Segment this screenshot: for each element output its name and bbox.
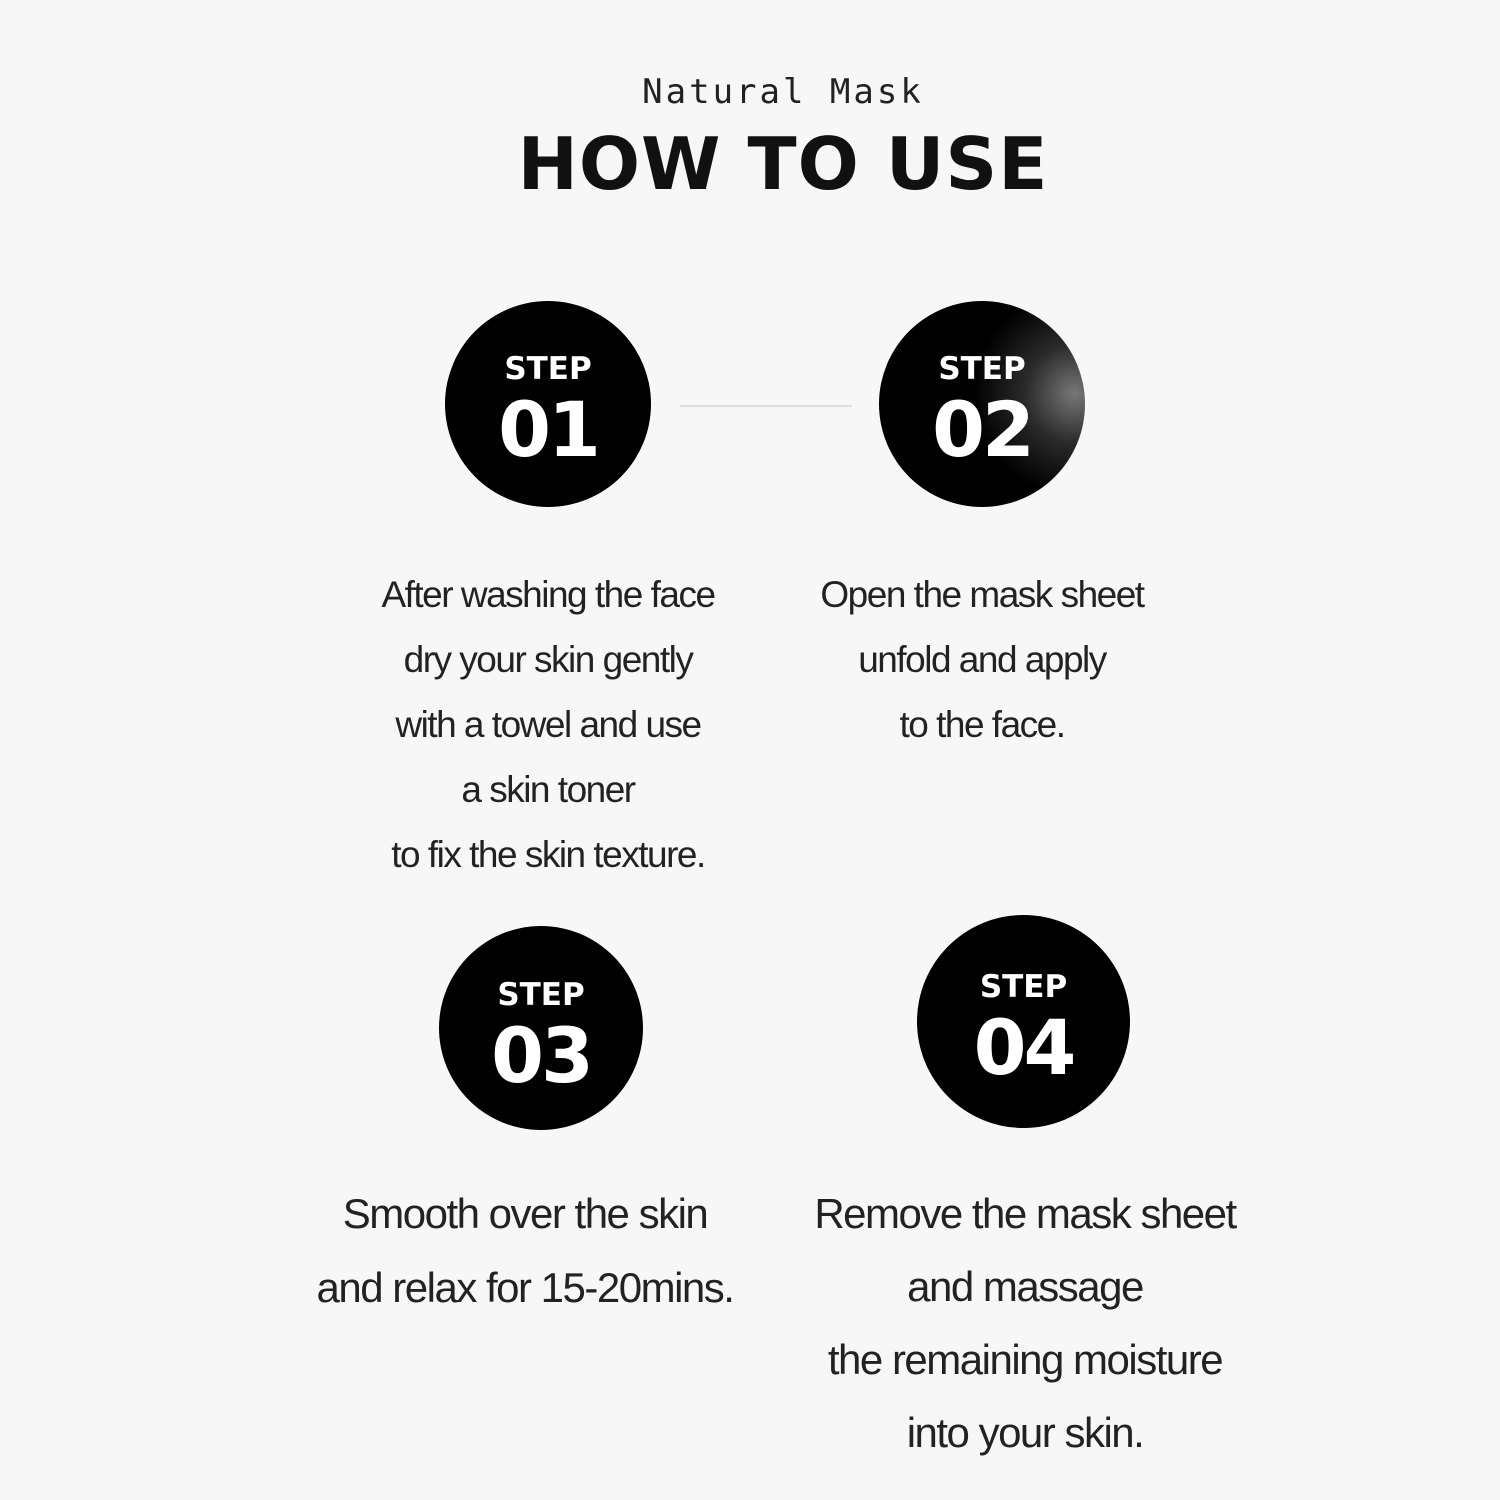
step-01-badge bbox=[445, 301, 651, 507]
step-02-line: Open the mask sheet bbox=[820, 574, 1144, 615]
step-04-description bbox=[770, 1177, 1280, 1469]
step-03-line: Smooth over the skin bbox=[342, 1190, 708, 1237]
step-04-number: 04 bbox=[973, 1003, 1074, 1092]
step-04-line: and massage bbox=[907, 1263, 1143, 1310]
step-03-number: 03 bbox=[491, 1011, 591, 1100]
step-connector-line bbox=[680, 405, 852, 407]
step-01-line: After washing the face bbox=[381, 574, 715, 615]
step-01-description bbox=[300, 562, 796, 887]
page-title: HOW TO USE bbox=[517, 122, 1049, 206]
step-03-label: STEP bbox=[497, 977, 585, 1013]
step-01-line: with a towel and use bbox=[395, 704, 701, 745]
step-01-line: to fix the skin texture. bbox=[391, 834, 705, 875]
step-02-number: 02 bbox=[932, 385, 1032, 474]
step-01-number: 01 bbox=[498, 385, 598, 474]
step-01-label: STEP bbox=[504, 351, 592, 387]
step-03-description bbox=[270, 1177, 780, 1325]
step-02-line: unfold and apply bbox=[858, 639, 1106, 680]
step-04-line: the remaining moisture bbox=[827, 1336, 1223, 1383]
step-02-description bbox=[734, 562, 1230, 757]
step-04-badge bbox=[917, 915, 1130, 1128]
step-02-line: to the face. bbox=[899, 704, 1065, 745]
step-02-badge bbox=[879, 301, 1085, 507]
step-03-line: and relax for 15-20mins. bbox=[316, 1264, 734, 1311]
step-03-badge bbox=[439, 926, 643, 1130]
step-04-line: into your skin. bbox=[906, 1409, 1144, 1456]
step-01-line: dry your skin gently bbox=[403, 639, 693, 680]
subtitle: Natural Mask bbox=[642, 72, 924, 112]
step-04-line: Remove the mask sheet bbox=[814, 1190, 1236, 1237]
step-01-line: a skin toner bbox=[461, 769, 635, 810]
step-02-label: STEP bbox=[938, 351, 1026, 387]
step-04-label: STEP bbox=[979, 969, 1068, 1005]
